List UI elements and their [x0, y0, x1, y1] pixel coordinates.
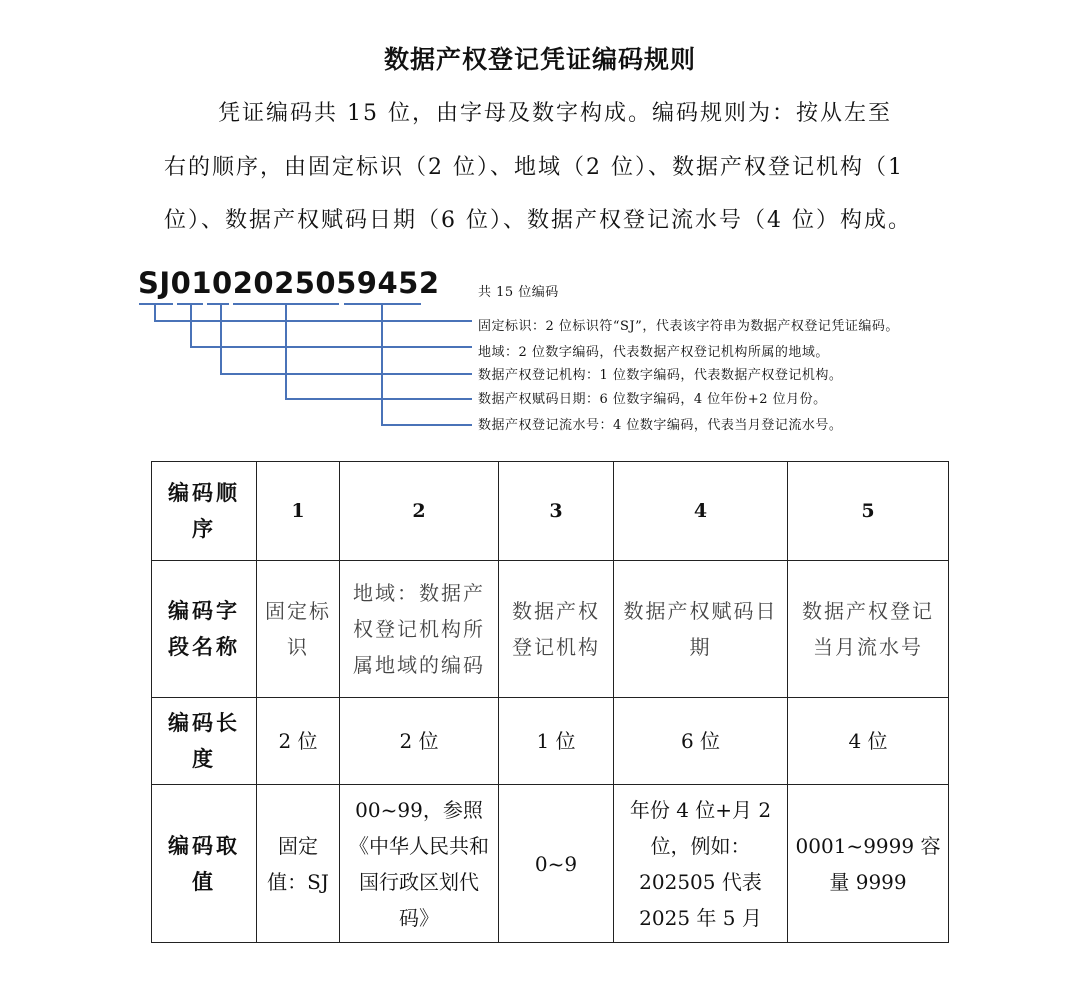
table-row	[152, 561, 949, 698]
segment-connectors	[139, 304, 472, 425]
table-cell: 1 位	[499, 698, 614, 785]
table-row	[152, 785, 949, 943]
connector-institution	[221, 304, 472, 374]
table-cell: 6 位	[614, 698, 788, 785]
intro-line-1: 凭证编码共 15 位，由字母及数字构成。编码规则为：按从左至	[218, 101, 892, 126]
table-cell: 固定标识	[257, 561, 340, 698]
row-header-length: 编码长度	[152, 698, 257, 785]
connector-region	[191, 304, 472, 347]
table-cell: 2 位	[340, 698, 499, 785]
row-header-field-name: 编码字段名称	[152, 561, 257, 698]
table-cell: 年份 4 位+月 2 位，例如：202505 代表 2025 年 5 月	[614, 785, 788, 943]
note-institution: 数据产权登记机构：1 位数字编码，代表数据产权登记机构。	[478, 368, 843, 383]
table-cell: 2	[340, 462, 499, 561]
table-row	[152, 698, 949, 785]
table-cell: 00~99，参照《中华人民共和国行政区划代码》	[340, 785, 499, 943]
example-code: SJ0102025059452	[138, 266, 440, 300]
row-header-value: 编码取值	[152, 785, 257, 943]
table-cell: 1	[257, 462, 340, 561]
table-cell: 5	[788, 462, 949, 561]
table-cell: 3	[499, 462, 614, 561]
table-cell: 固定值：SJ	[257, 785, 340, 943]
page-title: 数据产权登记凭证编码规则	[383, 45, 696, 74]
table-cell: 数据产权赋码日期	[614, 561, 788, 698]
intro-line-3: 位）、数据产权赋码日期（6 位）、数据产权登记流水号（4 位）构成。	[164, 208, 912, 233]
table-cell: 0001~9999 容量 9999	[788, 785, 949, 943]
row-header-order: 编码顺序	[152, 462, 257, 561]
table-cell: 数据产权登记当月流水号	[788, 561, 949, 698]
coding-rules-table	[151, 461, 949, 943]
note-serial: 数据产权登记流水号：4 位数字编码，代表当月登记流水号。	[478, 418, 843, 433]
note-region: 地域：2 位数字编码，代表数据产权登记机构所属的地域。	[478, 345, 829, 360]
table-cell: 地域：数据产权登记机构所属地域的编码	[340, 561, 499, 698]
intro-line-2: 右的顺序，由固定标识（2 位）、地域（2 位）、数据产权登记机构（1	[164, 155, 904, 180]
note-total-length: 共 15 位编码	[478, 285, 559, 300]
table-row	[152, 462, 949, 561]
connector-date	[286, 304, 472, 399]
table-cell: 4	[614, 462, 788, 561]
connector-fixed	[155, 304, 472, 321]
note-date: 数据产权赋码日期：6 位数字编码，4 位年份+2 位月份。	[478, 392, 827, 407]
connector-serial	[382, 304, 472, 425]
table-cell: 0~9	[499, 785, 614, 943]
note-fixed-id: 固定标识：2 位标识符“SJ”，代表该字符串为数据产权登记凭证编码。	[478, 319, 899, 334]
table-cell: 4 位	[788, 698, 949, 785]
table-cell: 2 位	[257, 698, 340, 785]
table-cell: 数据产权登记机构	[499, 561, 614, 698]
